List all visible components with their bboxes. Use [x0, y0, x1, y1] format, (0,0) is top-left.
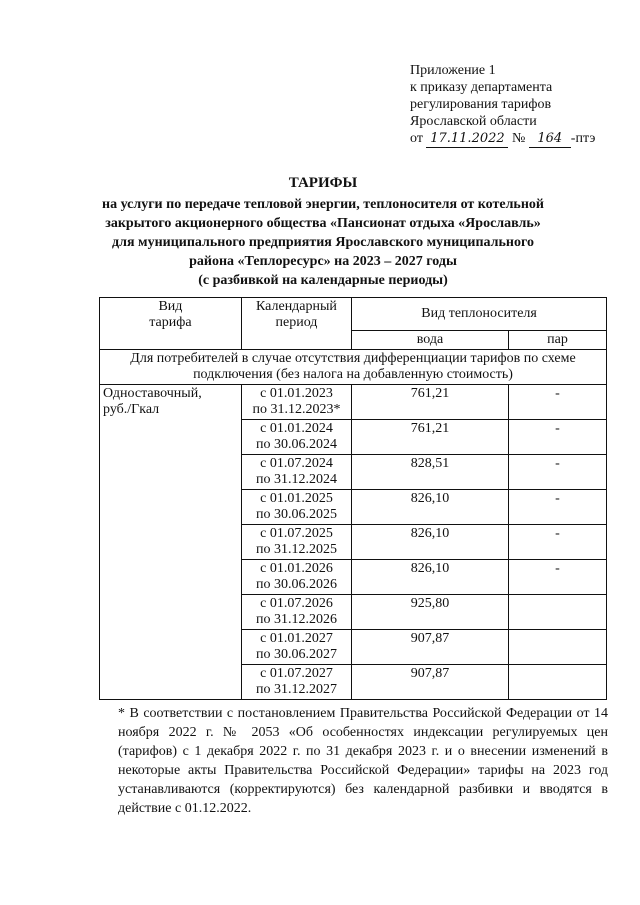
tariff-type-line-1: Одноставочный,	[103, 386, 202, 401]
section-line-1: Для потребителей в случае отсутствия дифференциации тарифов по схеме	[130, 351, 576, 366]
appendix-order-line	[410, 130, 635, 148]
header-type-line-1: Вид	[158, 299, 183, 314]
water-value: 826,10	[352, 490, 509, 525]
period-from: с 01.07.2027	[260, 666, 333, 681]
title-line-2: закрытого акционерного общества «Пансионат отдыха «Ярославль»	[105, 216, 541, 231]
date-prefix: от	[410, 131, 423, 146]
title-line-5: (с разбивкой на календарные периоды)	[198, 273, 448, 288]
water-value: 925,80	[352, 595, 509, 630]
table-header-row	[100, 298, 607, 331]
steam-value: -	[508, 560, 606, 595]
period-cell	[241, 420, 351, 455]
period-cell	[241, 490, 351, 525]
steam-value	[508, 595, 606, 630]
period-cell	[241, 595, 351, 630]
header-steam: пар	[508, 331, 606, 350]
period-from: с 01.01.2027	[260, 631, 333, 646]
appendix-line-2: к приказу департамента	[410, 80, 553, 95]
period-to: по 30.06.2027	[255, 647, 337, 662]
period-cell	[241, 385, 351, 420]
appendix-line-4: Ярославской области	[410, 114, 537, 129]
title-line-4: района «Теплоресурс» на 2023 – 2027 годы	[189, 254, 457, 269]
period-to: по 31.12.2024	[255, 472, 337, 487]
appendix-line-1: Приложение 1	[410, 63, 496, 78]
period-from: с 01.01.2026	[260, 561, 333, 576]
period-to: по 31.12.2027	[255, 682, 337, 697]
period-to: по 30.06.2024	[255, 437, 337, 452]
tariff-table	[99, 297, 607, 700]
title-line-1: на услуги по передаче тепловой энергии, теплоносителя от котельной	[102, 197, 544, 212]
header-period	[241, 298, 351, 350]
tariff-type-cell	[100, 385, 242, 700]
water-value: 828,51	[352, 455, 509, 490]
period-from: с 01.01.2025	[260, 491, 333, 506]
period-from: с 01.01.2023	[260, 386, 333, 401]
period-from: с 01.07.2025	[260, 526, 333, 541]
period-from: с 01.07.2026	[260, 596, 333, 611]
section-row	[100, 350, 607, 385]
order-date: 17.11.2022	[426, 130, 508, 148]
period-to: по 30.06.2026	[255, 577, 337, 592]
water-value: 826,10	[352, 525, 509, 560]
steam-value	[508, 630, 606, 665]
header-period-line-1: Календарный	[256, 299, 337, 314]
period-from: с 01.07.2024	[260, 456, 333, 471]
title-heading: ТАРИФЫ	[288, 175, 358, 191]
water-value: 826,10	[352, 560, 509, 595]
header-tariff-type	[100, 298, 242, 350]
number-sign: №	[511, 131, 526, 146]
appendix-line-3: регулирования тарифов	[410, 97, 552, 112]
footnote: * В соответствии с постановлением Правительства Российской Федерации от 14 ноября 2022 г. № 2053 «Об особенностях индексации регулируемых цен (тарифов) с 1 декабря 2022 г. по 31 декабря 2023 г. и о внесении изменений в некоторые акты Правительства Российской Федерации» тарифы на 2023 год устанавливаются (корректируются) без календарной разбивки и вводятся в действие с 01.12.2022.	[118, 706, 608, 816]
document-title	[96, 174, 550, 290]
water-value: 907,87	[352, 630, 509, 665]
period-to: по 31.12.2026	[255, 612, 337, 627]
section-line-2: подключения (без налога на добавленную стоимость)	[193, 367, 513, 382]
steam-value: -	[508, 385, 606, 420]
header-carrier: Вид теплоносителя	[352, 298, 607, 331]
header-type-line-2: тарифа	[149, 315, 192, 330]
period-to: по 31.12.2023*	[252, 402, 341, 417]
order-suffix: -птэ	[570, 131, 596, 146]
title-line-3: для муниципального предприятия Ярославского муниципального	[112, 235, 534, 250]
section-label	[100, 350, 607, 385]
water-value: 761,21	[352, 385, 509, 420]
header-period-line-2: период	[275, 315, 318, 330]
order-number: 164	[529, 130, 571, 148]
period-cell	[241, 455, 351, 490]
appendix-header	[410, 62, 635, 148]
period-to: по 30.06.2025	[255, 507, 337, 522]
steam-value	[508, 665, 606, 700]
period-cell	[241, 665, 351, 700]
steam-value: -	[508, 525, 606, 560]
period-cell	[241, 560, 351, 595]
period-to: по 31.12.2025	[255, 542, 337, 557]
tariff-type-line-2: руб./Гкал	[103, 402, 160, 417]
steam-value: -	[508, 420, 606, 455]
water-value: 761,21	[352, 420, 509, 455]
header-water: вода	[352, 331, 509, 350]
period-cell	[241, 630, 351, 665]
period-cell	[241, 525, 351, 560]
steam-value: -	[508, 490, 606, 525]
table-row	[100, 385, 607, 420]
steam-value: -	[508, 455, 606, 490]
period-from: с 01.01.2024	[260, 421, 333, 436]
water-value: 907,87	[352, 665, 509, 700]
